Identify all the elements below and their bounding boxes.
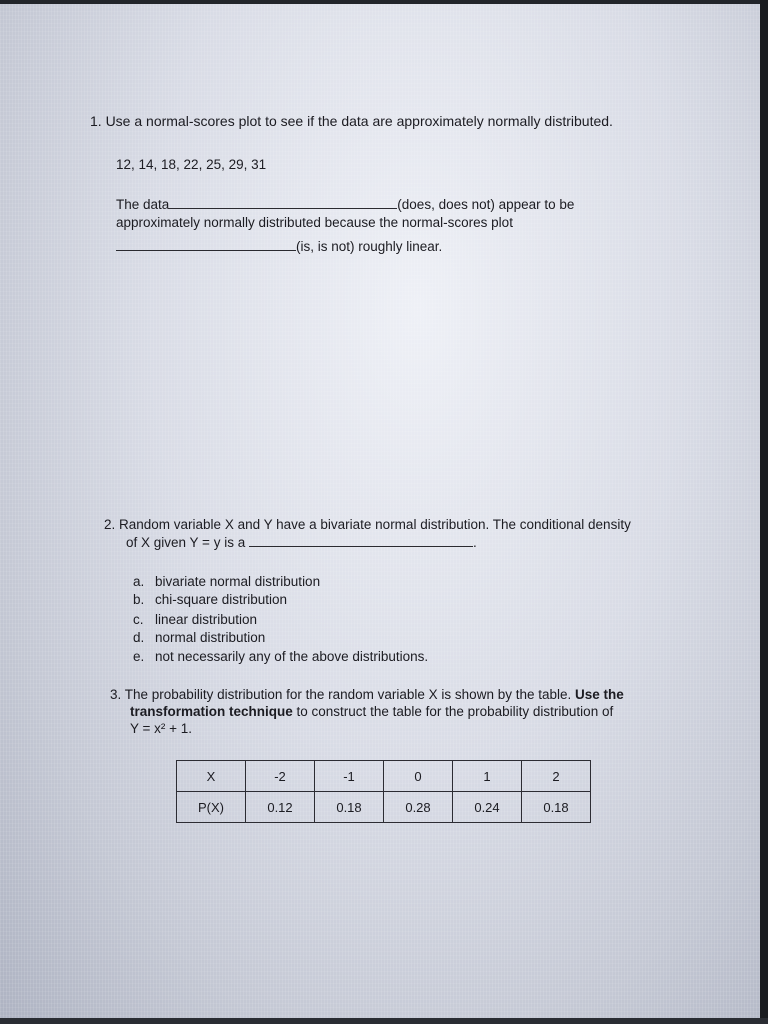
- q3-prompt-line2: transformation technique to construct the table for the probability distribution of: [130, 704, 614, 719]
- q3-prompt-line1: 3. The probability distribution for the random variable X is shown by the table. Use the: [110, 687, 624, 702]
- table-cell: 0.18: [315, 792, 384, 823]
- table-cell: 0.28: [384, 792, 453, 823]
- q1-sentence-line2: approximately normally distributed because the normal-scores plot: [116, 215, 513, 230]
- q2-prompt-line1: 2. Random variable X and Y have a bivariate normal distribution. The conditional density: [104, 517, 631, 532]
- monitor-bezel-right: [760, 0, 768, 1024]
- q2-option-b[interactable]: b. chi-square distribution: [133, 592, 288, 607]
- table-cell: -2: [246, 761, 315, 792]
- q2-prompt-line2: of X given Y = y is a .: [126, 535, 477, 550]
- q2-option-c[interactable]: c. linear distribution: [133, 612, 258, 627]
- table-header-x: X: [177, 761, 246, 792]
- table-cell: 0.24: [453, 792, 522, 823]
- q1-prompt: 1. Use a normal-scores plot to see if the data are approximately normally distributed.: [90, 113, 613, 129]
- q1-sentence-line3: [116, 238, 442, 256]
- q2-option-a[interactable]: a. bivariate normal distribution: [133, 574, 321, 589]
- q2-prompt-text: of X given Y = y is a: [126, 535, 246, 550]
- table-cell: -1: [315, 761, 384, 792]
- q1-does-label: (does, does not) appear to be: [397, 197, 575, 212]
- probability-distribution-table: [176, 760, 591, 823]
- q1-sentence-line1: [116, 196, 574, 214]
- table-cell: 1: [453, 761, 522, 792]
- table-row-px: [177, 792, 591, 823]
- table-row-x: [177, 761, 591, 792]
- q2-answer-blank[interactable]: [249, 534, 473, 547]
- q1-the-data-label: The data: [116, 197, 170, 212]
- table-cell: 0.12: [246, 792, 315, 823]
- q2-option-d[interactable]: d. normal distribution: [133, 630, 266, 645]
- monitor-bezel-bottom: [0, 1018, 768, 1024]
- q2-option-e[interactable]: e. not necessarily any of the above distributions.: [133, 649, 429, 664]
- q1-answer-blank-1[interactable]: [169, 196, 397, 209]
- q1-is-label: (is, is not) roughly linear.: [296, 239, 443, 254]
- table-cell: 0: [384, 761, 453, 792]
- q3-bold-use-the: Use the: [575, 687, 624, 702]
- table-cell: 0.18: [522, 792, 591, 823]
- table-cell: 2: [522, 761, 591, 792]
- table-header-px: P(X): [177, 792, 246, 823]
- document-page: [0, 4, 763, 1020]
- q3-bold-technique: transformation technique: [130, 704, 293, 719]
- q1-data-values: 12, 14, 18, 22, 25, 29, 31: [116, 157, 267, 172]
- q3-function-expression: Y = x² + 1.: [130, 721, 193, 736]
- q1-answer-blank-2[interactable]: [116, 238, 296, 251]
